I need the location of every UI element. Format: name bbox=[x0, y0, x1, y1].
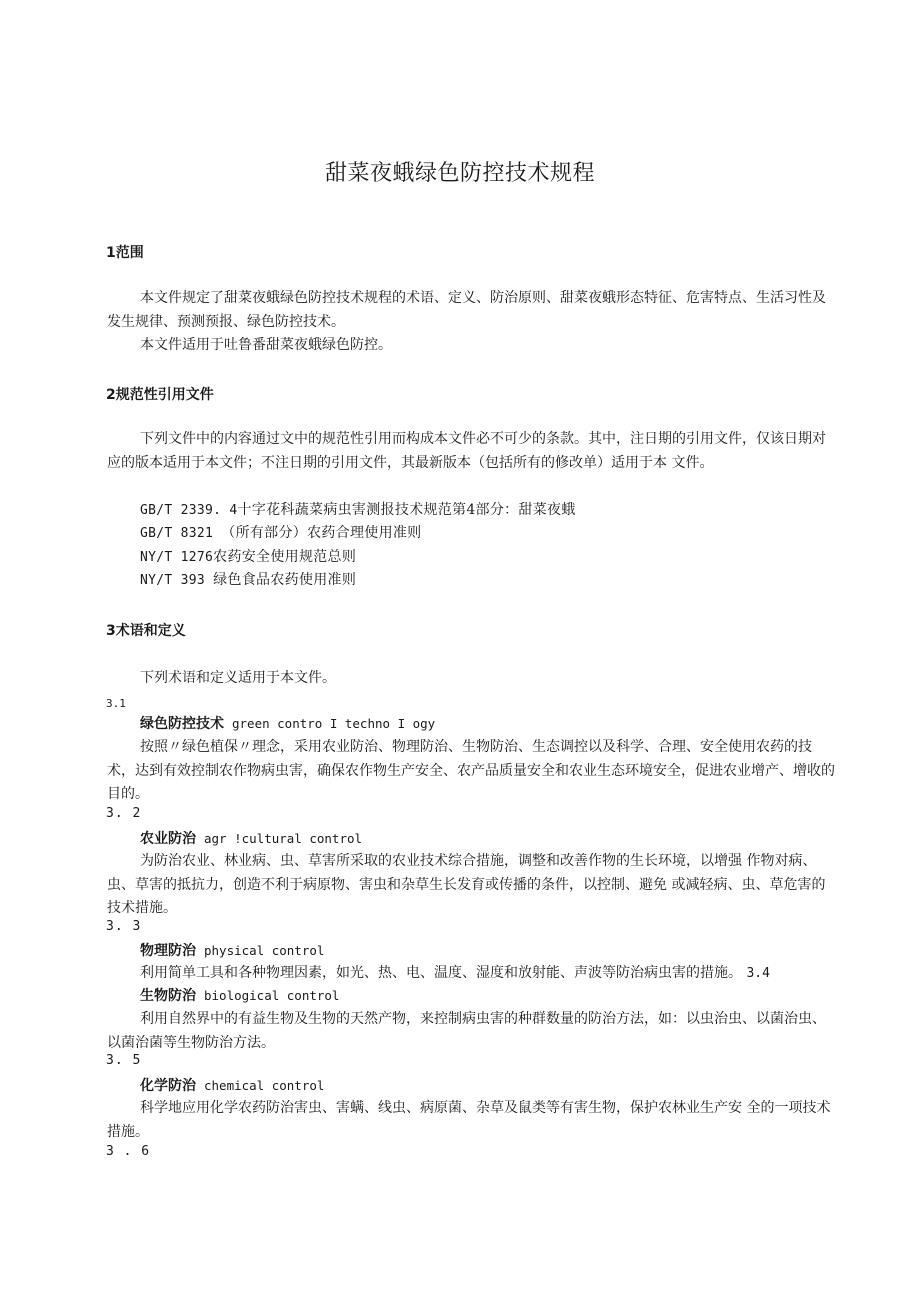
section-2-paragraph-1: 下列文件中的内容通过文中的规范性引用而构成本文件必不可少的条款。其中，注日期的引用文件，仅该日期对应的版本适用于本文件；不注日期的引用文件，其最新版本（包括所有的修改单）适用于本 文件。 bbox=[107, 431, 826, 471]
term-number: 3. 2 bbox=[106, 806, 142, 821]
section-3-intro: 下列术语和定义适用于本文件。 bbox=[140, 670, 336, 686]
term-definition: 为防治农业、林业病、虫、草害所采取的农业技术综合措施，调整和改善作物的生长环境，以增强 作物对病、虫、草害的抵抗力，创造不利于病原物、害虫和杂草生长发育或传播的条件，以控制、避免 或减轻病、虫、草危害的技术措施。 bbox=[107, 853, 826, 916]
section-1-paragraph-1: 本文件规定了甜菜夜蛾绿色防控技术规程的术语、定义、防治原则、甜菜夜蛾形态特征、危害特点、生活习性及发生规律、预测预报、绿色防控技术。 bbox=[107, 290, 826, 330]
term-heading: 农业防治 agr !cultural control bbox=[140, 831, 363, 847]
term-number: 3 . 6 bbox=[106, 1144, 151, 1159]
term-heading: 物理防治 physical control bbox=[140, 943, 325, 959]
term-number: 3.4 bbox=[746, 966, 770, 981]
reference-item: NY/T 1276农药安全使用规范总则 bbox=[140, 549, 357, 565]
term-definition: 科学地应用化学农药防治害虫、害螨、线虫、病原菌、杂草及鼠类等有害生物，保护农林业生产安 全的一项技术措施。 bbox=[107, 1100, 831, 1140]
term-definition: 利用自然界中的有益生物及生物的天然产物，来控制病虫害的种群数量的防治方法，如：以虫治虫、以菌治虫、以菌治菌等生物防治方法。 bbox=[107, 1011, 826, 1051]
section-1-heading: 1范围 bbox=[106, 245, 144, 261]
term-number: 3. 3 bbox=[106, 919, 142, 934]
term-number: 3.1 bbox=[106, 697, 126, 710]
term-heading: 生物防治 biological control bbox=[140, 988, 340, 1004]
term-heading: 化学防治 chemical control bbox=[140, 1078, 325, 1094]
section-1-paragraph-2: 本文件适用于吐鲁番甜菜夜蛾绿色防控。 bbox=[140, 337, 392, 353]
term-number: 3. 5 bbox=[106, 1053, 142, 1068]
reference-item: GB/T 8321 （所有部分）农药合理使用准则 bbox=[140, 525, 422, 541]
document-title: 甜菜夜蛾绿色防控技术规程 bbox=[324, 161, 595, 186]
reference-item: NY/T 393 绿色食品农药使用准则 bbox=[140, 572, 357, 588]
term-definition: 按照〃绿色植保〃理念，采用农业防治、物理防治、生物防治、生态调控以及科学、合理、安全使用农药的技术，达到有效控制农作物病虫害，确保农作物生产安全、农产品质量安全和农业生态环境安全，促进农业增产、增收的目的。 bbox=[107, 739, 835, 802]
section-3-heading: 3术语和定义 bbox=[106, 623, 186, 639]
term-heading: 绿色防控技术 green contro I techno I ogy bbox=[140, 716, 436, 732]
section-2-heading: 2规范性引用文件 bbox=[106, 387, 214, 403]
reference-item: GB/T 2339. 4十字花科蔬菜病虫害测报技术规范第4部分：甜菜夜蛾 bbox=[140, 502, 576, 518]
term-definition: 利用简单工具和各种物理因素，如光、热、电、温度、湿度和放射能、声波等防治病虫害的措施。 3.4 bbox=[140, 965, 770, 981]
